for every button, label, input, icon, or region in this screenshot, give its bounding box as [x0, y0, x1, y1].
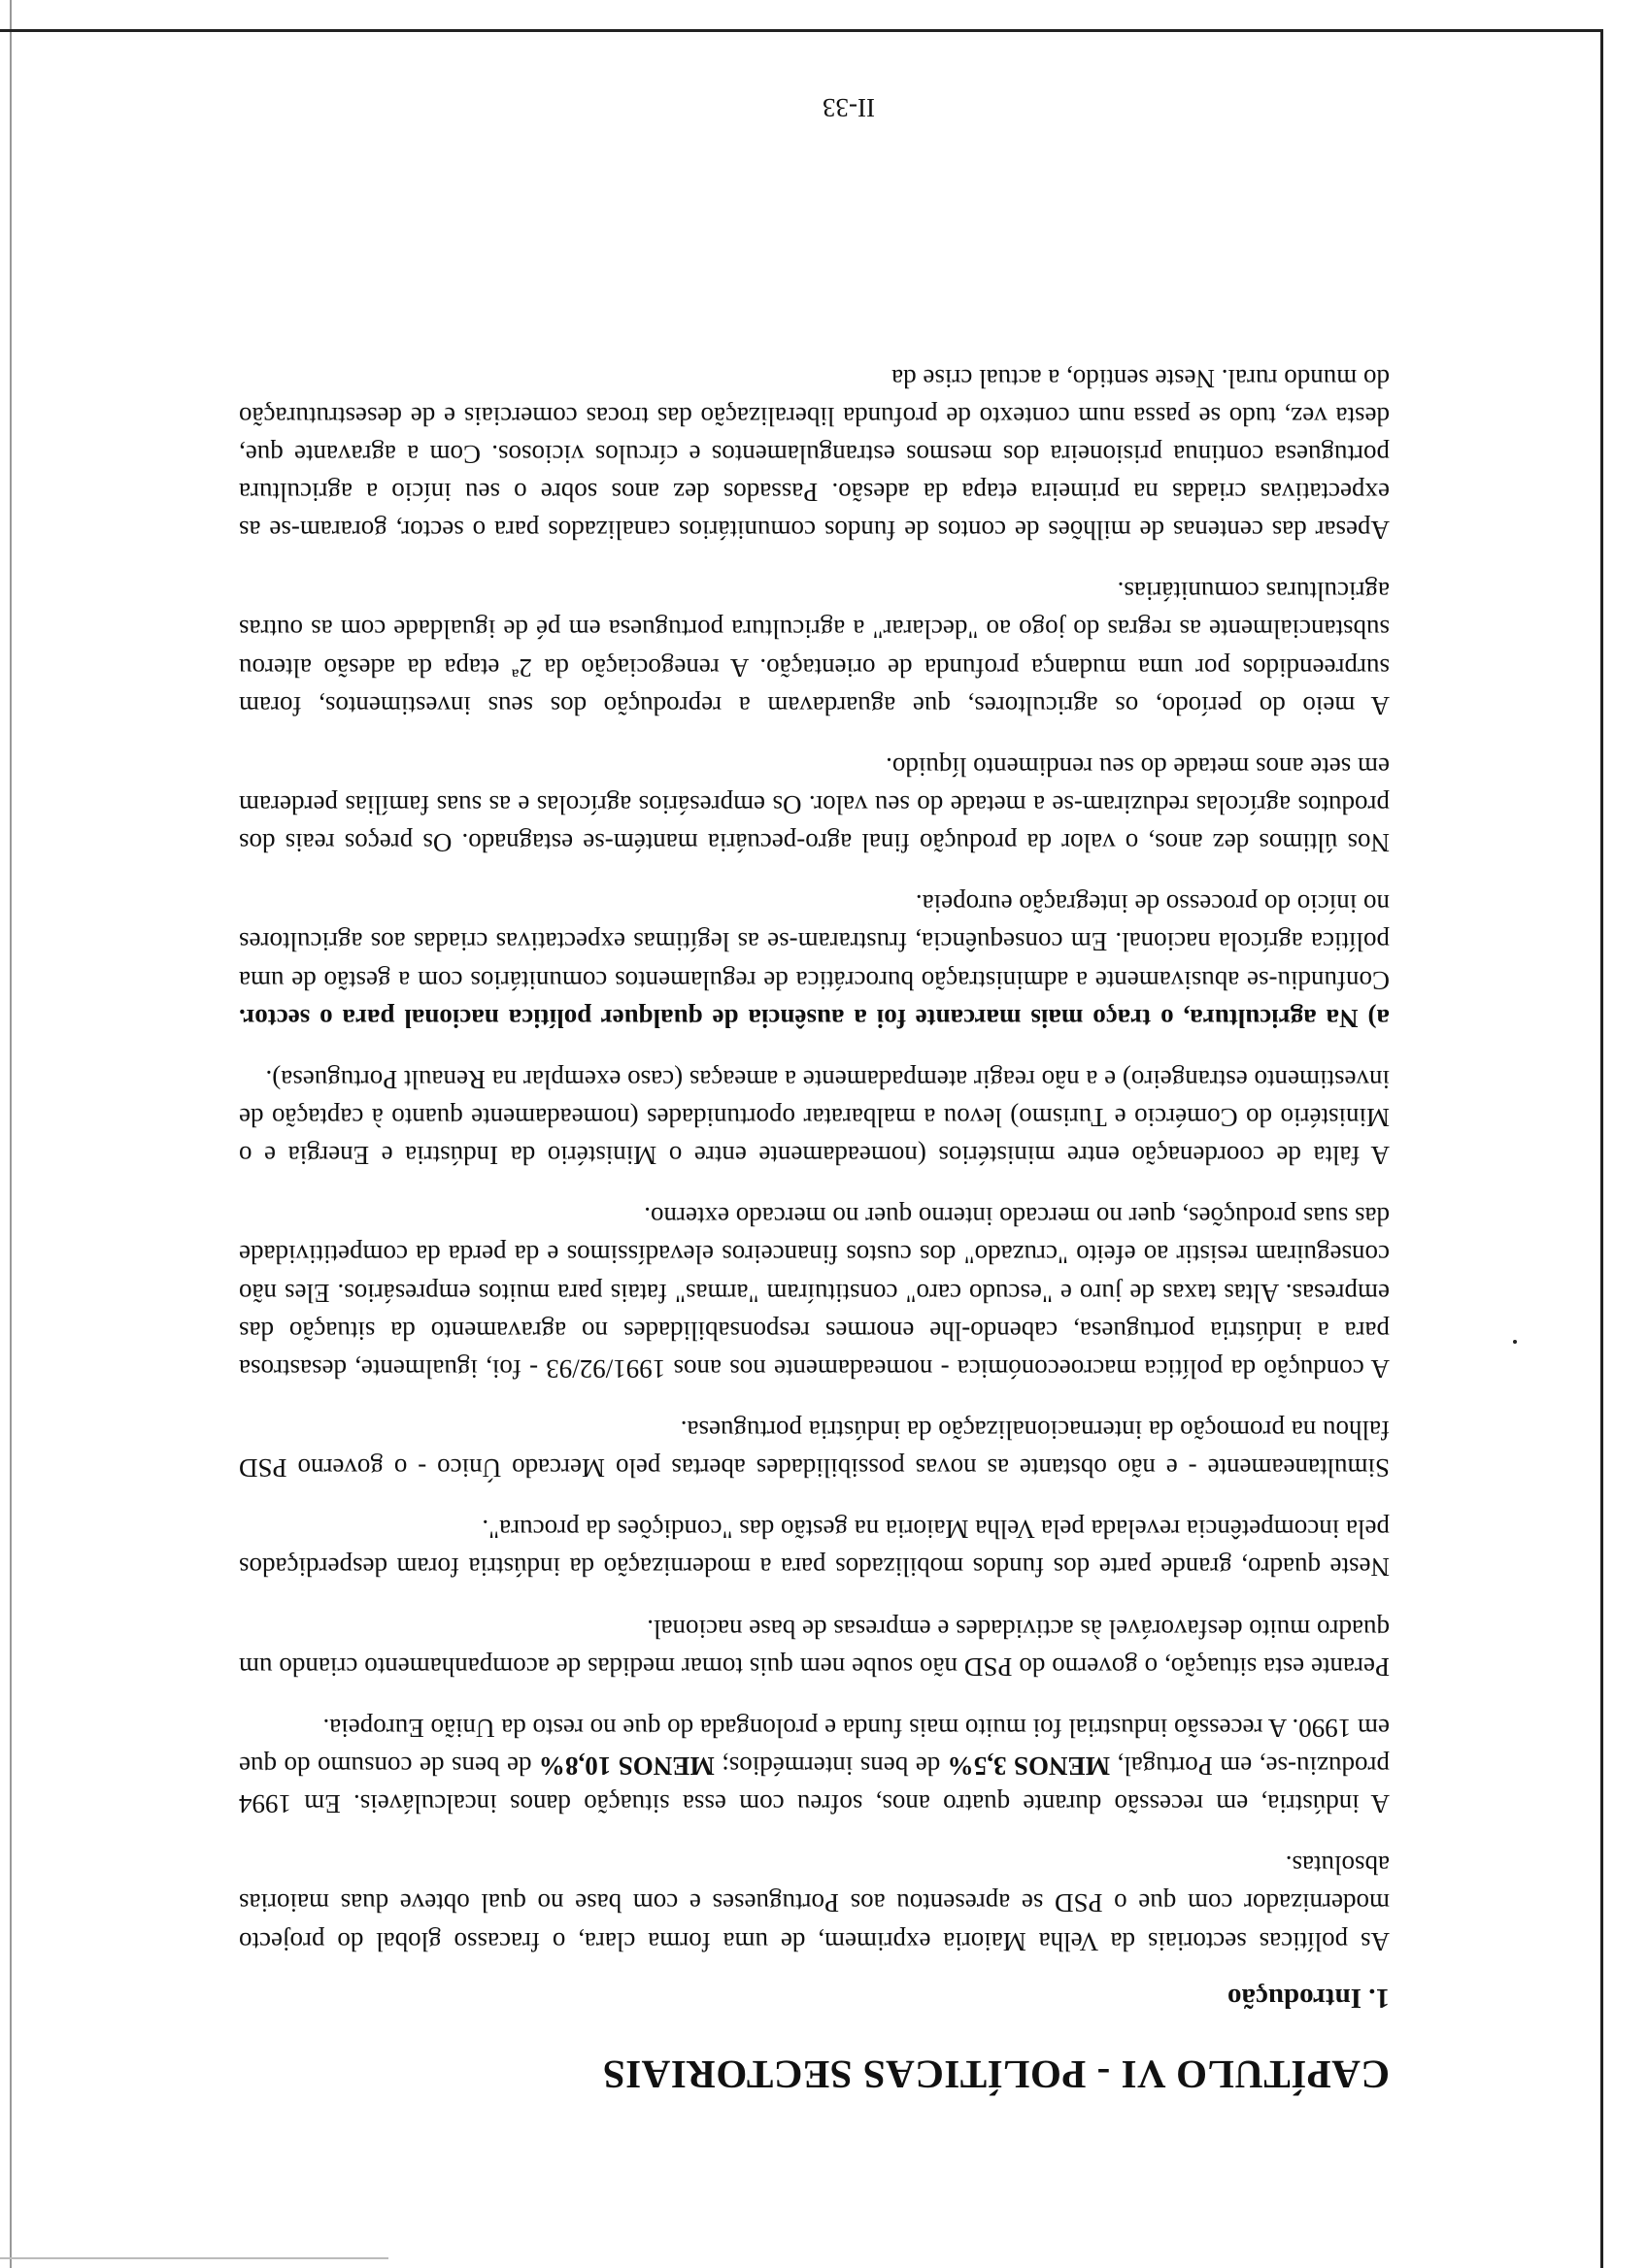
paragraph-community-funds: Apesar das centenas de milhões de contos de fundos comunitários canalizados para o sector, goraram-se as expectativas criadas na primeira etapa da adesão. Passados dez anos sobre o seu início a agricultura portuguesa continua prisioneira dos mesmos estrangulamentos e círculos viciosos. Com a agravante que, desta vez, tudo se passa num contexto de profunda liberalização das trocas comerciais e de desestruturação do mundo rural. Neste sentido, a actual crise da: [239, 363, 1390, 546]
paragraph-farmers: A meio do período, os agricultores, que aguardavam a reprodução dos seus investimentos, foram surpreendidos por uma mudança profunda de orientação. A renegociação da 2ª etapa da adesão alterou substancialmente as regras do jogo ao "declarar" a agricultura portuguesa em pé de igualdade com as outras agriculturas comunitárias.: [239, 577, 1390, 720]
paragraph-single-market: Simultaneamente - e não obstante as novas possibilidades abertas pelo Mercado Único - o governo PSD falhou na promoção da internacionalização da indústria portuguesa.: [239, 1415, 1390, 1484]
paragraph-macroeconomic-policy: A condução da política macroeconómica - nomeadamente nos anos 1991/92/93 - foi, igualmente, desastrosa para a indústria portuguesa, cabendo-lhe enormes responsabilidades no agravamento da situação das empresas. Altas taxas de juro e "escudo caro" constituíram "armas" fatais para muitos empresários. Eles não conseguiram resistir ao efeito "cruzado" dos custos financeiros elevadíssimos e da perda da competitividade das suas produções, quer no mercado interno quer no mercado externo.: [239, 1202, 1390, 1384]
paragraph-ministry-coordination: A falta de coordenação entre ministérios (nomeadamente entre o Ministério da Indústria e Energia e o Ministério do Comércio e Turismo) levou a malbaratar oportunidades (nomeadamente quanto à captação de investimento estrangeiro) e a não reagir atempadamente a ameaças (caso exemplar na Renault Portuguesa).: [239, 1064, 1390, 1171]
paragraph-text: Confundiu-se abusivamente a administração burocrática de regulamentos comunitários com a gestão de uma política agrícola nacional. Em consequência, frustraram-se as legítimas expectativas criadas aos agricultores no início do processo de integração europeia.: [239, 889, 1390, 995]
page-content: [239, 335, 1390, 2103]
agriculture-heading: a) Na agricultura, o traço mais marcante foi a ausência de qualquer política nacional para o sector.: [239, 1003, 1390, 1033]
paragraph-government-response: Perante esta situação, o governo do PSD não soube nem quis tomar medidas de acompanhamento criando um quadro muito desfavorável às actividades e empresas de base nacional.: [239, 1614, 1390, 1682]
paragraph-wasted-funds: Neste quadro, grande parte dos fundos mobilizados para a modernização da indústria foram desperdiçados pela incompetência revelada pela Velha Maioria na gestão das "condições da procura".: [239, 1515, 1390, 1583]
paragraph-text: de bens de consumo do que em 1990. A recessão industrial foi muito mais funda e prolongada do que no resto da União Europeia.: [238, 1713, 1390, 1781]
chapter-title: CAPÍTULO VI - POLÍTICAS SECTORIAIS: [602, 2052, 1390, 2097]
paragraph-political-failure: As políticas sectoriais da Velha Maioria exprimem, de uma forma clara, o fracasso global do projecto modernizador com que o PSD se apresentou aos Portugueses e com base no qual obteve duas maiorias absolutas.: [239, 1851, 1390, 1956]
page-number: II-33: [823, 93, 875, 122]
paragraph-agro-production: Nos últimos dez anos, o valor da produção final agro-pecuária mantém-se estagnado. Os preços reais dos produtos agrícolas reduziram-se a metade do seu valor. Os empresários agrícolas e as suas famílias perderam em sete anos metade do seu rendimento líquido.: [239, 751, 1390, 858]
section-title: 1. Introdução: [1227, 1982, 1390, 2014]
paragraph-text: A indústria, em recessão durante quatro anos, sofreu com essa situação danos incalculáveis. Em 1994 produziu-se, em Portugal,: [239, 1751, 1390, 1819]
emphasis-consumer-goods: MENOS 10,8%: [538, 1751, 715, 1781]
paragraph-text: de bens intermédios;: [714, 1751, 948, 1781]
emphasis-intermediate-goods: MENOS 3,5%: [947, 1751, 1111, 1781]
paragraph-industry-recession: [239, 1709, 1390, 1822]
paragraph-agriculture: [239, 884, 1390, 1037]
